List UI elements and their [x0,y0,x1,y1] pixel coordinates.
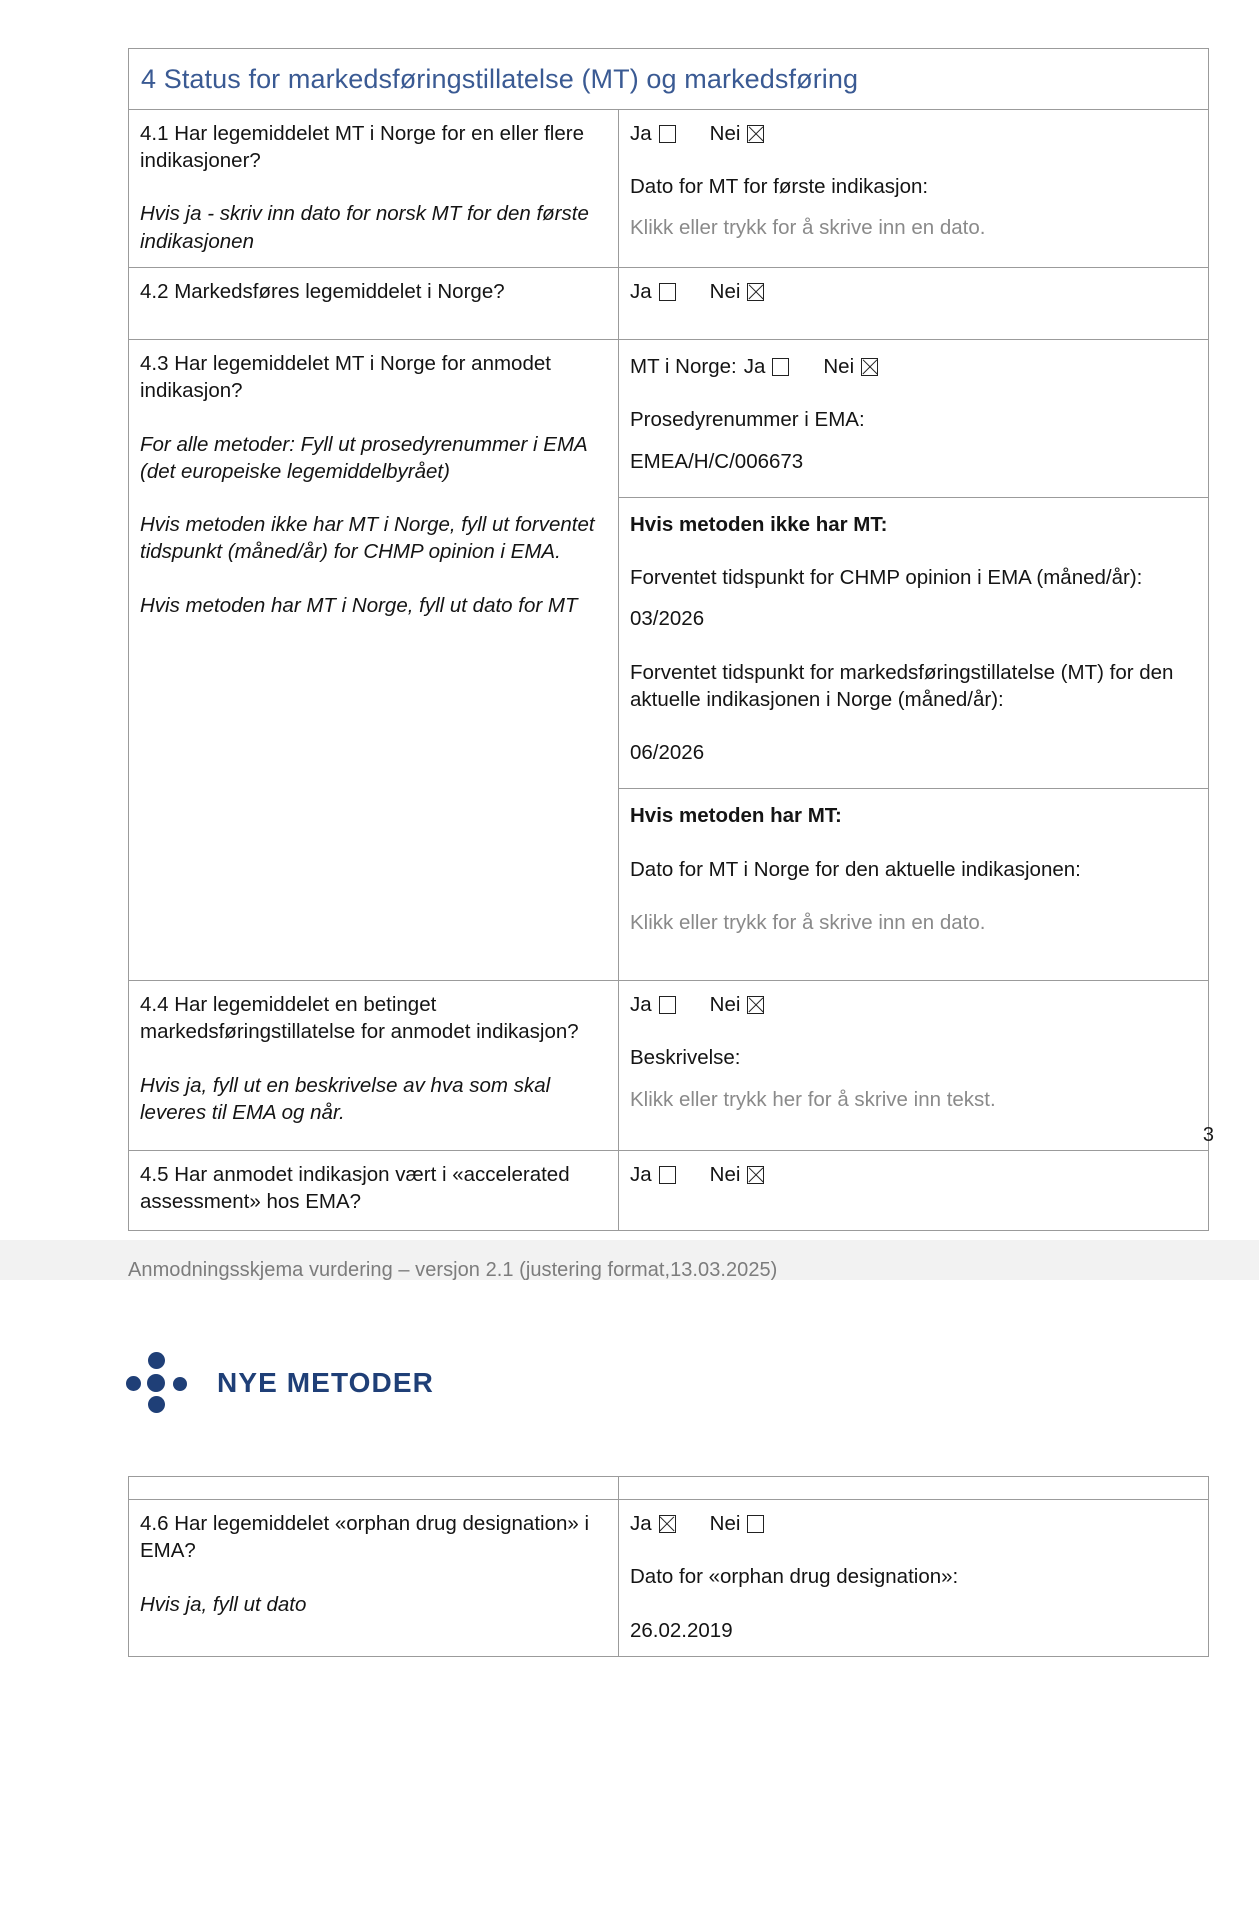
answer-cell-4-3 [619,340,1209,981]
table-row-4-3 [129,340,1209,981]
choice-ja-4-2[interactable] [630,278,676,305]
choice-ja-4-6[interactable] [630,1510,676,1537]
logo-text: NYE METODER [217,1367,434,1398]
description-label-4-4: Beskrivelse: [630,1046,741,1070]
answer-cell-4-2 [619,267,1209,339]
no-mt-heading-4-3: Hvis metoden ikke har MT: [630,512,888,536]
question-cell-4-5 [129,1151,619,1231]
question-cell-4-6 [129,1500,619,1657]
question-cell-4-2 [129,267,619,339]
question-text-4-3: 4.3 Har legemiddelet MT i Norge for anmodet indikasjon? [140,352,551,403]
checkbox-nei-4-4[interactable] [747,996,764,1014]
mt-prefix-4-3: MT i Norge: [630,355,737,378]
section-title: 4 Status for markedsføringstillatelse (MT) og markedsføring [141,64,859,94]
choice-nei-label-4-2: Nei [709,279,741,303]
checkbox-ja-4-4[interactable] [659,996,676,1014]
checkbox-ja-4-5[interactable] [659,1166,676,1184]
date-label-4-6: Dato for «orphan drug designation»: [630,1565,959,1589]
checkbox-nei-4-5[interactable] [747,1166,764,1184]
checkbox-nei-4-2[interactable] [747,283,764,301]
question-hint1-4-3: For alle metoder: Fyll ut prosedyrenummer i EMA (det europeiske legemiddelbyrået) [140,432,587,483]
answer-cell-4-4 [619,981,1209,1151]
choice-row-4-2 [630,278,1197,305]
question-text-4-2: 4.2 Markedsføres legemiddelet i Norge? [140,279,505,303]
question-hint2-4-3: Hvis metoden ikke har MT i Norge, fyll ut forventet tidspunkt (måned/år) for CHMP opinion i EMA. [140,513,595,564]
checkbox-ja-4-3[interactable] [772,358,789,376]
date-input-4-1[interactable]: Klikk eller trykk for å skrive inn en dato. [630,216,986,240]
choice-ja-label-4-4: Ja [630,993,652,1016]
procedure-label-4-3: Prosedyrenummer i EMA: [630,408,865,432]
checkbox-ja-4-1[interactable] [659,125,676,143]
choice-ja-4-5[interactable] [630,1161,676,1188]
document-page-2 [0,1280,1259,1916]
answer-cell-4-6 [619,1500,1209,1657]
checkbox-nei-4-1[interactable] [747,125,764,143]
choice-nei-4-5[interactable] [710,1161,765,1188]
form-table-section-4 [128,48,1209,1231]
page-number: 3 [1202,1124,1214,1146]
continuation-cell-right [619,1477,1209,1500]
mt-expected-label-4-3: Forventet tidspunkt for markedsføringstillatelse (MT) for den aktuelle indikasjonen i Norge (måned/år): [630,660,1174,711]
choice-row-4-6 [630,1510,1197,1537]
checkbox-nei-4-3[interactable] [861,358,878,376]
choice-ja-4-1[interactable] [630,120,676,147]
form-table-page-2 [128,1476,1209,1657]
question-hint3-4-3: Hvis metoden har MT i Norge, fyll ut dato for MT [140,593,578,617]
choice-nei-4-6[interactable] [710,1510,765,1537]
date-label-4-1: Dato for MT for første indikasjon: [630,175,929,198]
choice-nei-label-4-6: Nei [709,1512,741,1535]
choice-row-4-3 [630,353,1197,380]
chmp-label-4-3: Forventet tidspunkt for CHMP opinion i EMA (måned/år): [630,566,1143,589]
choice-nei-4-2[interactable] [710,278,765,305]
table-row-4-4 [129,981,1209,1151]
question-hint-4-1: Hvis ja - skriv inn dato for norsk MT for den første indikasjonen [140,202,589,253]
choice-ja-label-4-1: Ja [630,121,652,145]
logo-dots-icon [126,1352,200,1414]
checkbox-nei-4-6[interactable] [747,1515,764,1533]
chmp-value-4-3[interactable]: 03/2026 [630,607,705,631]
section-heading-row [129,49,1209,110]
checkbox-ja-4-2[interactable] [659,283,676,301]
choice-ja-label-4-5: Ja [630,1163,652,1186]
nye-metoder-logo [126,1280,1259,1414]
question-cell-4-4 [129,981,619,1151]
choice-nei-4-4[interactable] [710,991,765,1018]
choice-nei-label-4-5: Nei [709,1163,741,1186]
choice-row-4-4 [630,991,1197,1018]
question-hint-4-4: Hvis ja, fyll ut en beskrivelse av hva som skal leveres til EMA og når. [140,1073,551,1124]
choice-nei-label-4-4: Nei [709,993,741,1016]
continuation-cell-left [129,1477,619,1500]
choice-row-4-5 [630,1161,1197,1188]
question-cell-4-3 [129,340,619,981]
question-text-4-1: 4.1 Har legemiddelet MT i Norge for en eller flere indikasjoner? [140,121,584,172]
table-row-4-1 [129,109,1209,267]
has-mt-heading-4-3: Hvis metoden har MT: [630,804,842,828]
choice-nei-label-4-1: Nei [709,121,741,145]
choice-nei-4-3[interactable] [823,353,878,380]
footer-note: Anmodningsskjema vurdering – versjon 2.1 (justering format,13.03.2025) [128,1258,778,1281]
table-row-continuation-strip [129,1477,1209,1500]
description-input-4-4[interactable]: Klikk eller trykk her for å skrive inn tekst. [630,1087,996,1111]
choice-row-4-1 [630,120,1197,147]
choice-ja-label-4-3: Ja [743,355,766,378]
page-top-margin [0,0,1259,48]
choice-ja-label-4-2: Ja [630,279,652,303]
table-row-4-5 [129,1151,1209,1231]
mt-expected-value-4-3[interactable]: 06/2026 [630,741,705,764]
section-heading-cell [129,49,1209,110]
subcell-no-mt-4-3 [619,498,1208,790]
choice-nei-label-4-3: Nei [823,355,855,378]
question-cell-4-1 [129,109,619,267]
choice-ja-4-3[interactable] [744,353,790,380]
choice-ja-label-4-6: Ja [630,1512,652,1535]
subcell-mt-norge-4-3 [619,340,1208,498]
mt-date-label-4-3: Dato for MT i Norge for den aktuelle indikasjonen: [630,857,1081,881]
procedure-value-4-3[interactable]: EMEA/H/C/006673 [630,449,804,473]
answer-cell-4-1 [619,109,1209,267]
checkbox-ja-4-6[interactable] [659,1515,676,1533]
question-text-4-4: 4.4 Har legemiddelet en betinget markedsføringstillatelse for anmodet indikasjon? [140,993,579,1044]
subcell-has-mt-4-3 [619,789,1208,980]
table-row-4-6 [129,1500,1209,1657]
question-text-4-6: 4.6 Har legemiddelet «orphan drug designation» i EMA? [140,1512,590,1563]
choice-nei-4-1[interactable] [710,120,765,147]
date-value-4-6[interactable]: 26.02.2019 [630,1618,733,1642]
question-text-4-5: 4.5 Har anmodet indikasjon vært i «accelerated assessment» hos EMA? [140,1163,570,1214]
question-hint-4-6: Hvis ja, fyll ut dato [140,1592,307,1616]
answer-cell-4-5 [619,1151,1209,1231]
table-row-4-2 [129,267,1209,339]
mt-date-input-4-3[interactable]: Klikk eller trykk for å skrive inn en dato. [630,910,986,934]
choice-ja-4-4[interactable] [630,991,676,1018]
